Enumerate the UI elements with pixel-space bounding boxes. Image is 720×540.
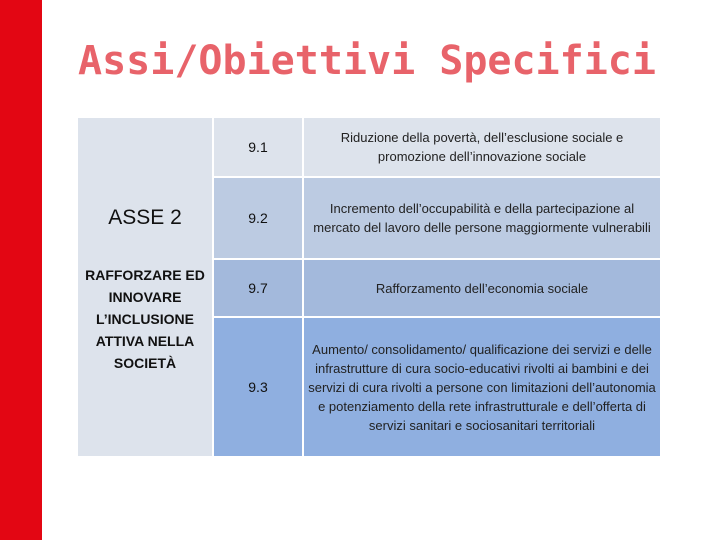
objective-code: 9.7 xyxy=(248,280,268,296)
objective-text: Incremento dell’occupabilità e della partecipazione al mercato del lavoro delle persone maggiormente vulnerabili xyxy=(313,201,651,235)
objective-row-9-2 xyxy=(214,178,660,258)
objective-code: 9.1 xyxy=(248,139,268,155)
axis-cell xyxy=(78,118,212,456)
column-divider xyxy=(212,118,214,456)
objective-code: 9.2 xyxy=(248,210,268,226)
objective-row-9-7 xyxy=(214,260,660,316)
objective-row-9-1 xyxy=(214,118,660,176)
accent-bar xyxy=(0,0,42,540)
axis-description: RAFFORZARE ED INNOVARE L’INCLUSIONE ATTIVA NELLA SOCIETÀ xyxy=(85,267,205,371)
objective-text: Rafforzamento dell’economia sociale xyxy=(375,280,589,296)
objective-code: 9.3 xyxy=(248,379,268,395)
objective-text: Riduzione della povertà, dell’esclusione sociale e promozione dell’innovazione sociale xyxy=(340,130,624,164)
objective-text: Aumento/ consolidamento/ qualificazione dei servizi e delle infrastrutture di cura socio-educativi rivolti ai bambini e dei servizi di cura rivolti a persone con limitazioni dell’autonomia e potenziamento della rete infrastrutturale e dell’offerta di servizi sanitari e sociosanitari territoriali xyxy=(308,341,656,433)
objective-row-9-3 xyxy=(214,318,660,456)
axis-label: ASSE 2 xyxy=(108,206,182,229)
slide-title: Assi/Obiettivi Specifici xyxy=(78,38,656,84)
column-divider xyxy=(302,118,304,456)
